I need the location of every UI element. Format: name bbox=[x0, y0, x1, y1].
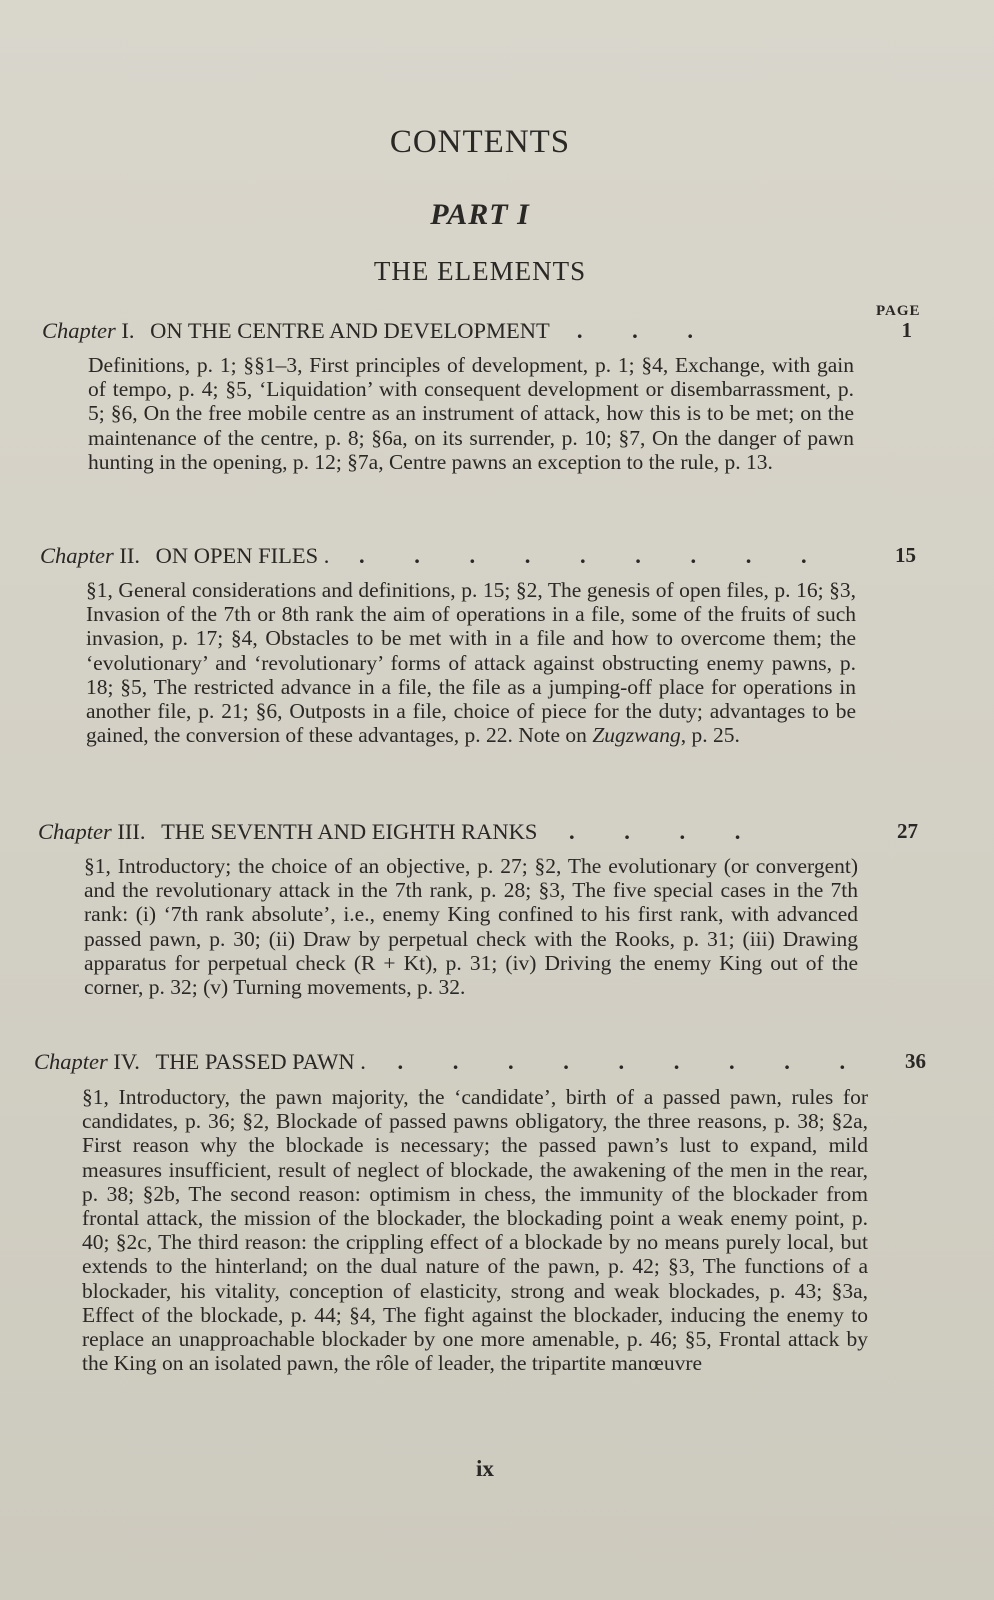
chapter-heading bbox=[40, 543, 920, 573]
chapter-heading bbox=[34, 1049, 914, 1079]
page-folio: ix bbox=[476, 1456, 494, 1481]
chapter-description: Definitions, p. 1; §§1–3, First principles of development, p. 1; §4, Exchange, with gain of tempo, p. 4; §5, ‘Liquidation’ with consequent development or disembarrassment, p. 5; §6, On the free mobile centre as an instrument of attack, how this is to be met; on the maintenance of the centre, p. 8; §6a, on its surrender, p. 10; §7, On the danger of pawn hunting in the opening, p. 12; §7a, Centre pawns an exception to the rule, p. 13. bbox=[88, 353, 854, 474]
note-prefix: Note on bbox=[518, 723, 587, 748]
note-word: Zugzwang bbox=[592, 723, 681, 748]
chapter-numeral: IV. bbox=[113, 1049, 140, 1074]
chapter-description: §1, Introductory, the pawn majority, the ‘candidate’, birth of a passed pawn, rules for candidates, p. 36; §2, Blockade of passed pawns obligatory, the three reasons, p. 38; §2a, First reason why the blockade is necessary; the passed pawn’s lust to expand, mild measures insufficient, result of neglect of blockade, the awakening of the men in the rear, p. 38; §2b, The second reason: optimism in chess, the immunity of the blockader from frontal attack, the mission of the blockader, the blockading point a weak enemy point, p. 40; §2c, The third reason: the crippling effect of a blockade by no means purely local, but extends to the hinterland; on the dual nature of the pawn, p. 42; §3, The functions of a blockader, his vitality, conception of elasticity, strong and weak blockades, p. 43; §3a, Effect of the blockade, p. 44; §4, The fight against the blockader, inducing the enemy to replace an unapproachable blockader by one more amenable, p. 46; §5, Frontal attack by the King on an isolated pawn, the rôle of leader, the tripartite manœuvre bbox=[82, 1085, 868, 1376]
part-heading: PART I bbox=[430, 198, 530, 231]
chapter-numeral: I. bbox=[121, 318, 135, 343]
dot-leader: . . . . . . . . . bbox=[397, 1049, 868, 1074]
chapter-page-number: 36 bbox=[905, 1049, 926, 1073]
chapter-numeral: III. bbox=[117, 819, 146, 844]
chapter-description bbox=[86, 578, 856, 747]
chapter-title: THE SEVENTH AND EIGHTH RANKS bbox=[161, 819, 538, 844]
note-suffix: , p. 25. bbox=[680, 723, 740, 748]
chapter-word: Chapter bbox=[34, 1049, 108, 1074]
dot-leader: . . . . bbox=[568, 819, 763, 844]
page-column-label: PAGE bbox=[876, 303, 921, 319]
dot-leader: . . . . . . . . . bbox=[359, 543, 829, 568]
chapter-title: ON OPEN FILES . bbox=[155, 543, 330, 568]
dot-leader: . . . bbox=[576, 318, 716, 343]
chapter-word: Chapter bbox=[38, 819, 112, 844]
section-heading: THE ELEMENTS bbox=[373, 256, 587, 286]
contents-heading: CONTENTS bbox=[389, 124, 571, 160]
chapter-word: Chapter bbox=[40, 543, 114, 568]
chapter-page-number: 1 bbox=[901, 318, 912, 342]
chapter-page-number: 15 bbox=[895, 543, 916, 567]
chapter-title: THE PASSED PAWN . bbox=[155, 1049, 366, 1074]
chapter-heading bbox=[42, 318, 922, 348]
chapter-title: ON THE CENTRE AND DEVELOPMENT bbox=[150, 318, 550, 343]
description-text: §1, General considerations and definitions, p. 15; §2, The genesis of open files, p. 16; §3, Invasion of the 7th or 8th rank the aim of operations in a file, some of the fruits of such invasion, p. 17; §4, Obstacles to be met with in a file and how to overcome them; the ‘evolutionary’ and ‘revolutionary’ forms of attack against obstructing enemy pawns, p. 18; §5, The restricted advance in a file, the file as a jumping-off place for operations in another file, p. 21; §6, Outposts in a file, choice of piece for the duty; advantages to be gained, the conversion of these advantages, p. 22. bbox=[86, 578, 856, 748]
chapter-numeral: II. bbox=[119, 543, 141, 568]
chapter-heading bbox=[38, 819, 918, 849]
chapter-description: §1, Introductory; the choice of an objective, p. 27; §2, The evolutionary (or convergent) and the revolutionary attack in the 7th rank, p. 28; §3, The five special cases in the 7th rank: (i) ‘7th rank absolute’, i.e., enemy King confined to his first rank, with advanced passed pawn, p. 30; (ii) Draw by perpetual check with the Rooks, p. 31; (iii) Drawing apparatus for perpetual check (R + Kt), p. 31; (iv) Driving the enemy King out of the corner, p. 32; (v) Turning movements, p. 32. bbox=[84, 854, 858, 1000]
chapter-word: Chapter bbox=[42, 318, 116, 343]
chapter-page-number: 27 bbox=[897, 819, 918, 843]
